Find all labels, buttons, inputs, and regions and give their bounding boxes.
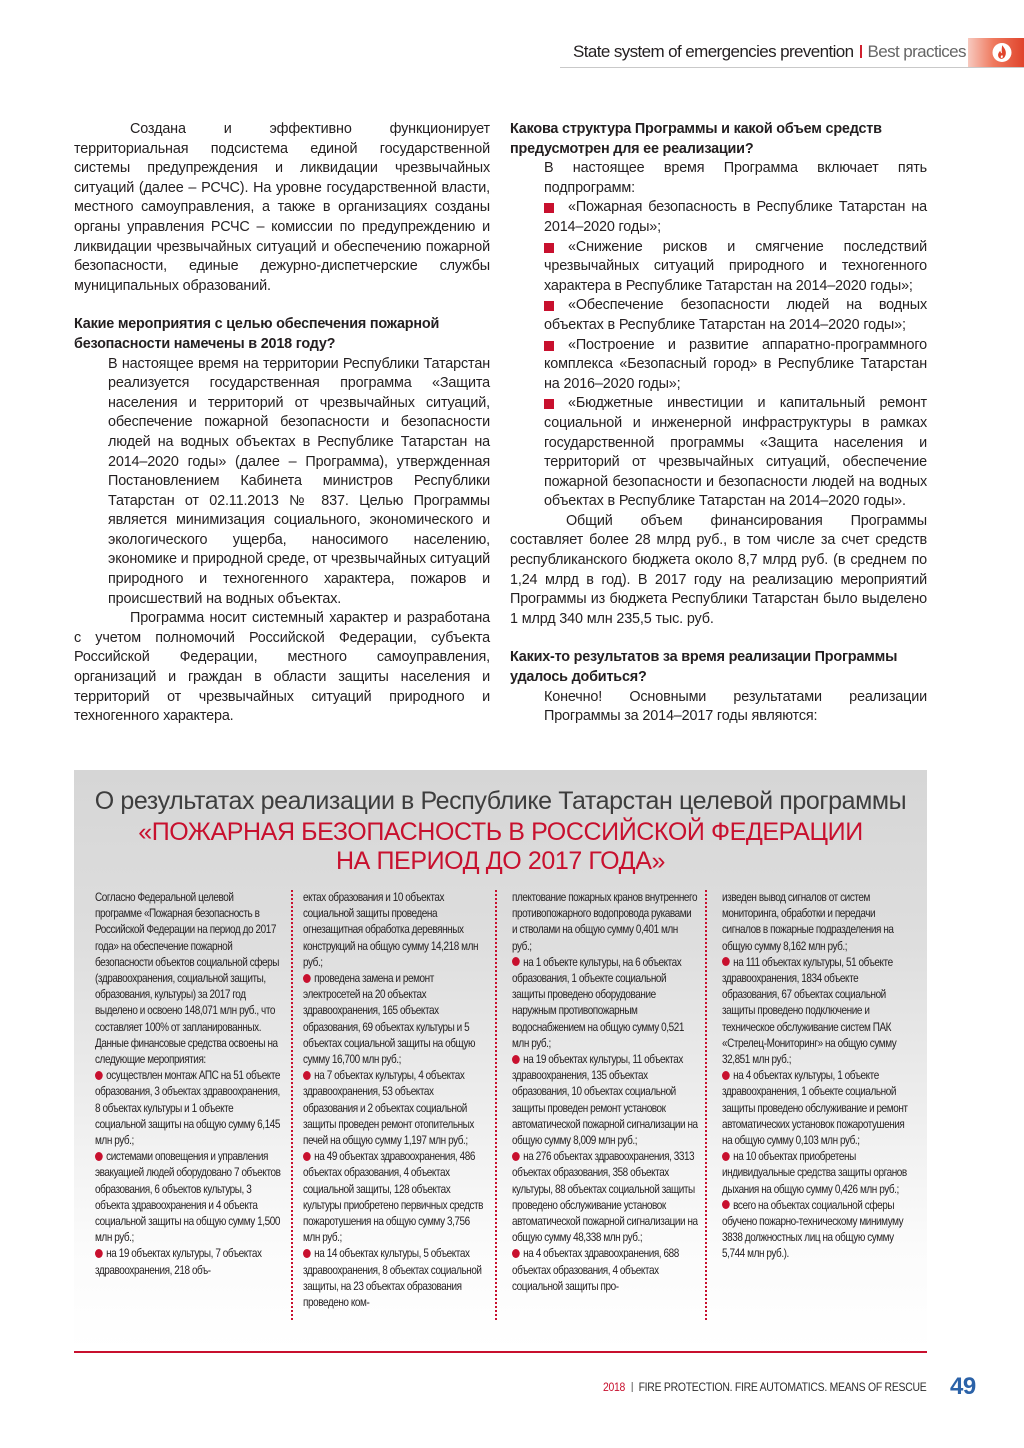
box-bottom-rule <box>74 1351 927 1353</box>
bullet-dot-icon <box>303 1152 311 1161</box>
left-column <box>74 120 490 727</box>
header-text <box>573 42 966 62</box>
running-footer <box>603 1381 926 1394</box>
list-item-text: осуществлен монтаж АПС на 51 объекте образования, 3 объектах здравоохранения, 8 объектах культуры и 1 объекте социальной защиты на общую сумму 6,145 млн руб.; <box>95 1069 280 1148</box>
subprogram-text: «Снижение рисков и смягчение последствий чрезвычайных ситуаций природного и техногенного характера в Республике Татарстан на 2014–2020 годы»; <box>544 238 927 294</box>
bullet-dot-icon <box>722 1200 730 1209</box>
page-number: 49 <box>950 1373 976 1400</box>
spacer <box>74 296 490 315</box>
footer-separator <box>631 1382 632 1392</box>
list-item <box>95 1246 281 1278</box>
box-title: О результатах реализации в Республике Татарстан целевой программы <box>94 787 907 815</box>
list-item <box>303 1149 489 1246</box>
subprogram-text: «Обеспечение безопасности людей на водных объектах в Республике Татарстан на 2014–2020 годы»; <box>544 297 927 333</box>
list-item <box>722 955 908 1068</box>
bullet-dot-icon <box>512 1152 520 1161</box>
list-item-text: на 4 объектах здравоохранения, 688 объектах образования, 4 объектах социальной защиты про- <box>512 1247 679 1293</box>
header-separator <box>860 45 862 58</box>
results-box <box>74 770 927 1351</box>
bullet-dot-icon <box>303 974 311 983</box>
bullet-dot-icon <box>95 1071 103 1080</box>
answer-paragraph: Программа носит системный характер и разработана с учетом полномочий Российской Федерации, субъекта Российской Федерации, местного самоуправления, организаций и граждан в области защиты населения и территорий от чрезвычайных ситуаций природного и техногенного характера. <box>74 610 490 725</box>
subprogram-text: «Бюджетные инвестиции и капитальный ремонт социальной и инженерной инфраструктуры в рамках государственной программы «Защита населения и территорий от чрезвычайных ситуаций, обеспечение пожарной безопасности и безопасности людей на водных объектах в Республике Татарстан на 2014–2020 годы». <box>544 395 927 510</box>
column-divider <box>705 890 707 1320</box>
list-item-text: на 1 объекте культуры, на 6 объектах образования, 1 объекте социальной защиты проведено оборудование наружным противопожарным водоснабжением на общую сумму 0,521 млн руб.; <box>512 955 684 1050</box>
bullet-square-icon <box>544 301 554 311</box>
list-item-text: на 276 объектах здравоохранения, 3313 объектах образования, 358 объектах культуры, 88 объектах социальной защиты проведено обслуживание установок автоматической пожарной сигнализации на общую сумму 48,338 млн руб.; <box>512 1150 698 1245</box>
list-item <box>303 1246 489 1311</box>
bullet-dot-icon <box>722 1152 730 1161</box>
list-item-text: на 7 объектах культуры, 4 объектах здравоохранения, 53 объектах образования и 2 объектах социальной защиты проведен ремонт отопительных печей на общую сумму 1,197 млн руб.; <box>303 1069 474 1148</box>
intro-paragraph: Создана и эффективно функционирует территориальная подсистема единой государственной системы предупреждения и ликвидации чрезвычайных ситуаций (далее – РСЧС). На уровне государственной власти, местного самоуправления, а также в организациях созданы органы управления РСЧС – комиссии по предупреждению и ликвидации чрезвычайных ситуаций и обеспечению пожарной безопасности, единые дежурно-диспетчерские службы муниципальных образований. <box>74 121 490 294</box>
bullet-dot-icon <box>95 1249 103 1258</box>
bullet-square-icon <box>544 243 554 253</box>
question-heading: Каких-то результатов за время реализации Программы удалось добиться? <box>510 649 898 686</box>
answer-paragraph: В настоящее время Программа включает пять подпрограмм: <box>544 160 927 196</box>
subprogram-item <box>510 198 927 237</box>
list-item <box>512 1149 698 1246</box>
funding-paragraph: Общий объем финансирования Программы составляет более 28 млрд руб., в том числе за счет средств республиканского бюджета около 8,7 млрд руб. (в среднем по 1,24 млрд в год). В 2017 году на реализацию мероприятий Программы из бюджета Республики Татарстан было выделено 1 млрд 340 млн 235,5 тыс. руб. <box>510 512 927 627</box>
list-item-text: на 19 объектах культуры, 7 объектах здравоохранения, 218 объ- <box>95 1247 262 1277</box>
list-item <box>722 1198 908 1263</box>
list-item <box>512 955 698 1052</box>
answer-paragraph: Конечно! Основными результатами реализации Программы за 2014–2017 годы являются: <box>544 688 927 725</box>
box-column-3 <box>512 890 698 1295</box>
column-divider <box>495 890 497 1320</box>
running-header <box>560 38 1024 68</box>
list-item <box>95 1068 281 1149</box>
box-intro-text: Согласно Федеральной целевой программе «Пожарная безопасность в Российской Федерации на период до 2017 года» на обеспечение пожарной безопасности объектов социальной сферы (здравоохранения, социальной защиты, образования, культуры) за 2017 год выделено и освоено 148,071 млн руб., что составляет 100% от запланированных. Данные финансовые средства освоены на следующие мероприятия: <box>95 891 280 1067</box>
list-item <box>722 1149 908 1198</box>
list-item <box>512 1052 698 1149</box>
list-item <box>95 1149 281 1246</box>
flame-icon <box>992 42 1012 63</box>
list-item-text: на 10 объектах приобретены индивидуальные средства защиты органов дыхания на общую сумму 0,426 млн руб.; <box>722 1150 907 1196</box>
spacer <box>510 629 927 648</box>
subprogram-item <box>510 296 927 335</box>
list-item <box>722 1068 908 1149</box>
list-item-text: всего на объектах социальной сферы обучено пожарно-техническому минимуму 3838 должностных лиц на общую сумму 5,744 млн руб.). <box>722 1198 904 1261</box>
list-item-text: системами оповещения и управления эвакуацией людей оборудовано 7 объектов образования, 6 объектов культуры, 3 объекта здравоохранения и 4 объекта социальной защиты на общую сумму 1,500 млн руб.; <box>95 1150 281 1245</box>
list-item <box>512 1246 698 1295</box>
header-section: State system of emergencies prevention <box>573 42 854 61</box>
bullet-dot-icon <box>303 1249 311 1258</box>
bullet-square-icon <box>544 341 554 351</box>
bullet-square-icon <box>544 399 554 409</box>
list-item-text: на 14 объектах культуры, 5 объектах здравоохранения, 8 объектах социальной защиты, на 23 объектах образования проведено ком- <box>303 1247 482 1310</box>
bullet-dot-icon <box>722 1071 730 1080</box>
list-continuation: ектах образования и 10 объектах социальной защиты проведена огнезащитная обработка деревянных конструкций на общую сумму 14,218 млн руб.; <box>303 891 479 969</box>
subprogram-item <box>510 394 927 512</box>
bullet-dot-icon <box>512 957 520 966</box>
list-continuation: изведен вывод сигналов от систем мониторинга, обработки и передачи сигналов в пожарные подразделения на общую сумму 8,162 млн руб.; <box>722 891 894 953</box>
list-item-text: на 19 объектах культуры, 11 объектах здравоохранения, 135 объектах образования, 10 объектах социальной защиты проведен ремонт установок автоматической пожарной сигнализации на общую сумму 8,009 млн руб.; <box>512 1053 698 1148</box>
header-tab <box>968 38 1024 67</box>
footer-year: 2018 <box>602 1381 625 1394</box>
footer-journal: FIRE PROTECTION. FIRE AUTOMATICS. MEANS OF RESCUE <box>638 1381 926 1394</box>
subprogram-item <box>510 336 927 395</box>
list-continuation: плектование пожарных кранов внутреннего противопожарного водопровода рукавами и стволами на общую сумму 0,401 млн руб.; <box>512 891 698 953</box>
bullet-dot-icon <box>722 957 730 966</box>
header-rule <box>560 67 1024 68</box>
list-item <box>303 1068 489 1149</box>
bullet-dot-icon <box>303 1071 311 1080</box>
bullet-dot-icon <box>512 1249 520 1258</box>
box-subtitle-line: НА ПЕРИОД ДО 2017 ГОДА» <box>336 847 665 875</box>
list-item-text: проведена замена и ремонт электросетей на 20 объектах здравоохранения, 165 объектах образования, 69 объектах культуры и 5 объектах социальной защиты на общую сумму 16,700 млн руб.; <box>303 972 476 1067</box>
box-subtitle <box>74 818 927 876</box>
subprogram-item <box>510 238 927 297</box>
question-heading: Какова структура Программы и какой объем средств предусмотрен для ее реализации? <box>510 121 882 157</box>
bullet-dot-icon <box>95 1152 103 1161</box>
box-column-2 <box>303 890 484 1311</box>
question-heading: Какие мероприятия с целью обеспечения пожарной безопасности намечены в 2018 году? <box>74 316 440 352</box>
list-item-text: на 4 объектах культуры, 1 объекте здравоохранения, 1 объекте социальной защиты проведено обслуживание и ремонт автоматических установок пожаротушения на общую сумму 0,103 млн руб.; <box>722 1069 908 1148</box>
subprogram-text: «Построение и развитие аппаратно-программного комплекса «Безопасный город» в Республике Татарстан на 2016–2020 годы»; <box>544 336 927 392</box>
box-column-4 <box>722 890 908 1263</box>
list-item-text: на 111 объектах культуры, 51 объекте здравоохранения, 1834 объекте образования, 67 объектах социальной защиты проведено подключение и техническое обслуживание систем ПАК «Стрелец-Мониторинг» на общую сумму 32,851 млн руб.; <box>722 955 897 1067</box>
right-column <box>510 120 927 727</box>
bullet-square-icon <box>544 203 554 213</box>
answer-paragraph: В настоящее время на территории Республики Татарстан реализуется государственная программа «Защита населения и территорий от чрезвычайных ситуаций, обеспечение пожарной безопасности и безопасности людей на водных объектах в Республике Татарстан на 2014–2020 годы» (далее – Программа), утвержденная Постановлением Кабинета министров Республики Татарстан от 02.11.2013 № 837. Целью Программы является минимизация социального, экономического и экологического ущерба, наносимого населению, экономике и природной среде, от чрезвычайных ситуаций природного и техногенного характера, пожаров и происшествий на водных объектах. <box>108 355 490 607</box>
list-item-text: на 49 объектах здравоохранения, 486 объектах образования, 4 объектах социальной защиты, 128 объектах культуры приобретено первичных средств пожаротушения на общую сумму 3,756 млн руб.; <box>303 1150 484 1245</box>
box-column-1 <box>95 890 281 1279</box>
header-subsection: Best practices <box>867 42 966 61</box>
bullet-dot-icon <box>512 1055 520 1064</box>
box-subtitle-line: «ПОЖАРНАЯ БЕЗОПАСНОСТЬ В РОССИЙСКОЙ ФЕДЕРАЦИИ <box>138 818 863 846</box>
subprogram-text: «Пожарная безопасность в Республике Татарстан на 2014–2020 годы»; <box>544 199 927 235</box>
column-divider <box>291 890 293 1320</box>
list-item <box>303 971 489 1068</box>
